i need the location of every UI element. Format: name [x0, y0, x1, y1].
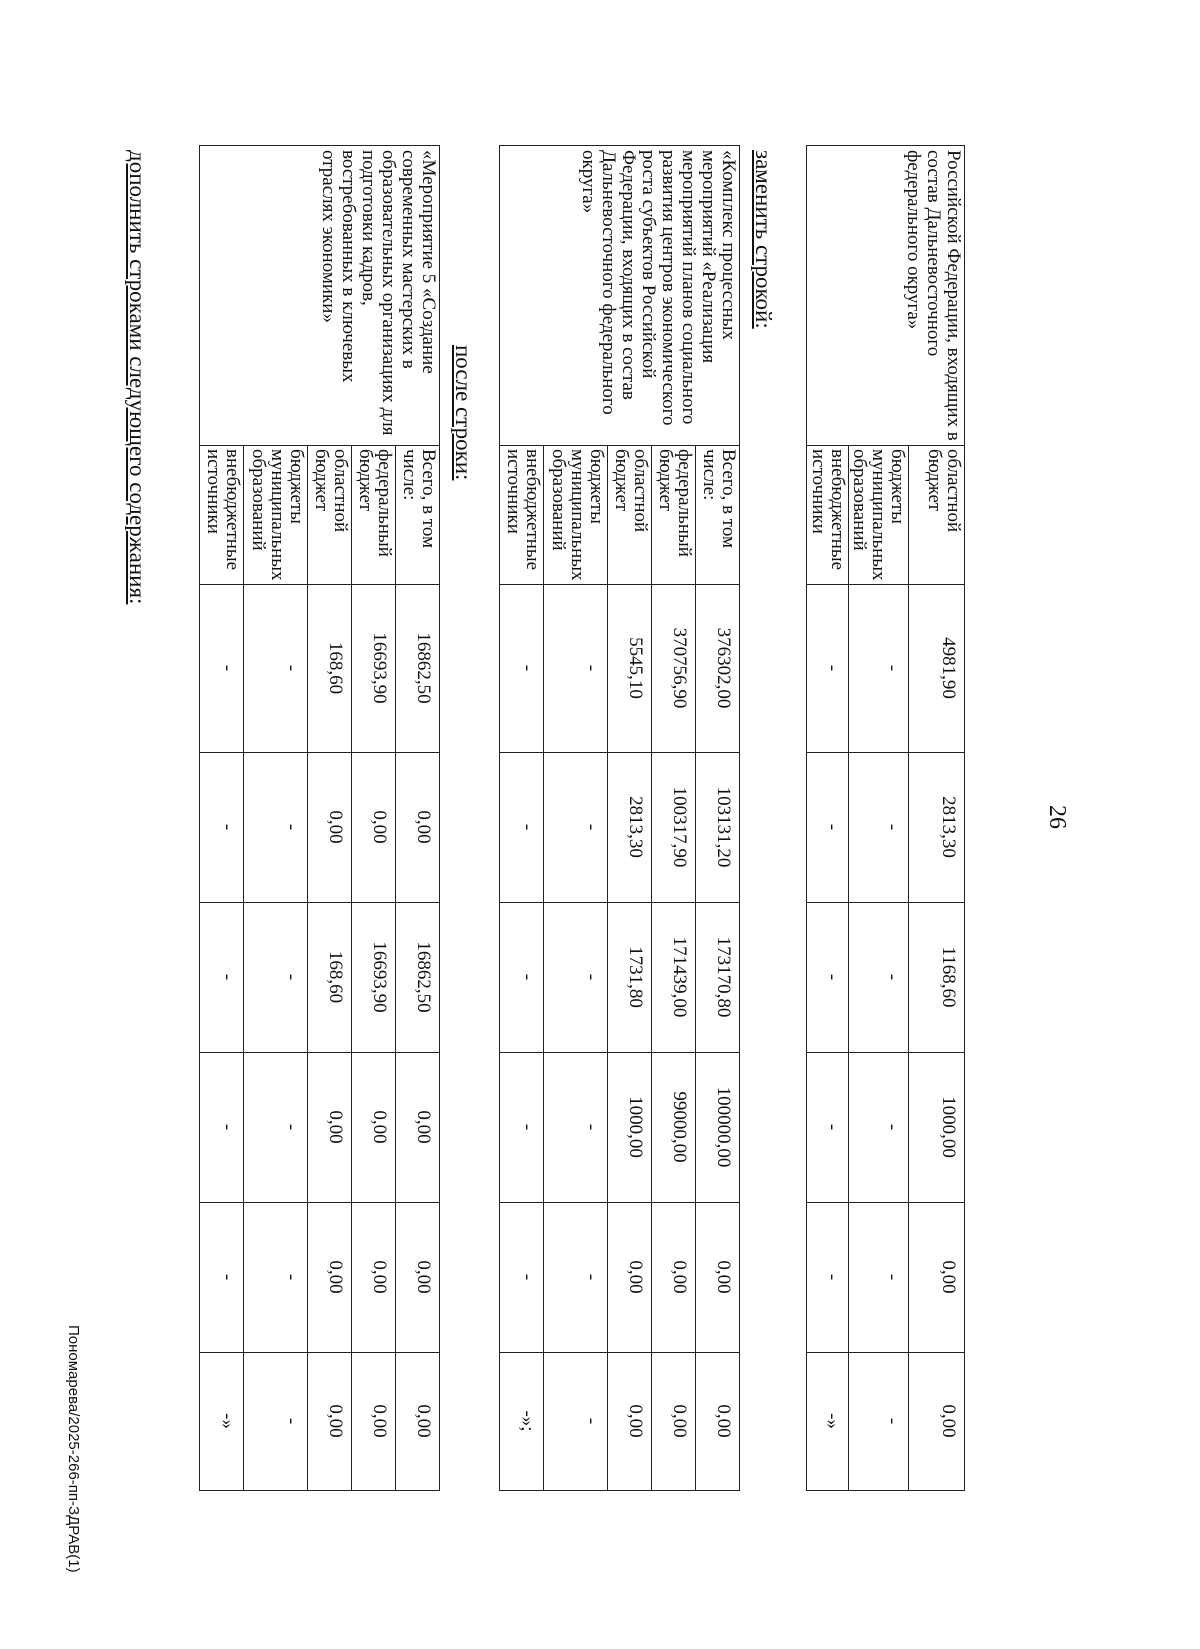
value-cell: -: [807, 752, 849, 902]
value-cell: 0,00: [652, 1202, 696, 1352]
value-cell: -: [544, 1202, 608, 1352]
value-cell: 173170,80: [696, 902, 740, 1052]
value-cell: 1731,80: [608, 902, 652, 1052]
value-cell: 0,00: [308, 1352, 352, 1490]
table-row: [396, 146, 440, 1491]
value-cell: -: [807, 584, 849, 752]
value-cell: 0,00: [396, 752, 440, 902]
value-cell: 103131,20: [696, 752, 740, 902]
source-cell: областной бюджет: [608, 446, 652, 585]
page-number: 26: [1044, 805, 1070, 829]
table-block-1: [806, 145, 965, 1491]
source-cell: внебюджетные источники: [500, 446, 544, 585]
value-cell: -: [500, 1052, 544, 1202]
value-cell: -: [544, 902, 608, 1052]
value-cell: 0,00: [308, 1052, 352, 1202]
value-cell: -: [849, 1052, 909, 1202]
value-cell: 0,00: [352, 1052, 396, 1202]
value-cell: -: [500, 902, 544, 1052]
value-cell: -: [500, 584, 544, 752]
value-cell: -: [200, 584, 244, 752]
value-cell: -: [544, 584, 608, 752]
source-cell: бюджеты муниципальных образований: [849, 446, 909, 585]
value-cell: -: [807, 902, 849, 1052]
value-cell: -: [500, 1202, 544, 1352]
value-cell: -: [849, 752, 909, 902]
value-cell: -: [244, 584, 308, 752]
footer-code: Пономарева/2025-266-пп-ЗДРАВ(1): [65, 1325, 82, 1573]
value-cell: 16693,90: [352, 584, 396, 752]
value-cell: -: [244, 752, 308, 902]
value-cell: -»: [200, 1352, 244, 1490]
source-cell: бюджеты муниципальных образований: [544, 446, 608, 585]
value-cell: 0,00: [652, 1352, 696, 1490]
table-description-cell: «Мероприятие 5 «Создание современных мастерских в образовательных организациях для подготовки кадров, востребованных в ключевых отраслях экономики»: [200, 146, 440, 446]
instruction-replace: заменить строкой:: [751, 150, 776, 329]
source-cell: Всего, в том числе:: [696, 446, 740, 585]
source-cell: внебюджетные источники: [807, 446, 849, 585]
instruction-after: после строки:: [451, 345, 476, 481]
value-cell: 2813,30: [608, 752, 652, 902]
value-cell: 171439,00: [652, 902, 696, 1052]
value-cell: 100000,00: [696, 1052, 740, 1202]
value-cell: 4981,90: [909, 584, 965, 752]
value-cell: 0,00: [352, 1352, 396, 1490]
value-cell: 168,60: [308, 902, 352, 1052]
value-cell: -: [244, 1352, 308, 1490]
value-cell: 370756,90: [652, 584, 696, 752]
value-cell: -: [200, 1202, 244, 1352]
value-cell: -: [849, 902, 909, 1052]
value-cell: 1000,00: [608, 1052, 652, 1202]
value-cell: 1000,00: [909, 1052, 965, 1202]
value-cell: -: [200, 752, 244, 902]
value-cell: -: [807, 1052, 849, 1202]
value-cell: 0,00: [696, 1352, 740, 1490]
value-cell: 0,00: [909, 1352, 965, 1490]
value-cell: 0,00: [308, 1202, 352, 1352]
value-cell: 0,00: [352, 752, 396, 902]
value-cell: 0,00: [909, 1202, 965, 1352]
value-cell: 0,00: [396, 1052, 440, 1202]
value-cell: 99000,00: [652, 1052, 696, 1202]
value-cell: 16862,50: [396, 584, 440, 752]
value-cell: -»: [807, 1352, 849, 1490]
value-cell: 0,00: [608, 1352, 652, 1490]
value-cell: 0,00: [396, 1202, 440, 1352]
value-cell: -»;: [500, 1352, 544, 1490]
value-cell: 0,00: [608, 1202, 652, 1352]
value-cell: 0,00: [396, 1352, 440, 1490]
value-cell: -: [244, 1052, 308, 1202]
value-cell: 1168,60: [909, 902, 965, 1052]
value-cell: -: [807, 1202, 849, 1352]
value-cell: -: [849, 1352, 909, 1490]
table-description-cell: Российской Федерации, входящих в состав Дальневосточного федерального округа»: [807, 146, 965, 446]
value-cell: -: [200, 1052, 244, 1202]
source-cell: внебюджетные источники: [200, 446, 244, 585]
value-cell: 100317,90: [652, 752, 696, 902]
table-row: [696, 146, 740, 1491]
source-cell: бюджеты муниципальных образований: [244, 446, 308, 585]
value-cell: 16862,50: [396, 902, 440, 1052]
source-cell: Всего, в том числе:: [396, 446, 440, 585]
value-cell: 0,00: [308, 752, 352, 902]
value-cell: -: [544, 1052, 608, 1202]
table-block-2: [499, 145, 740, 1491]
value-cell: 5545,10: [608, 584, 652, 752]
value-cell: 0,00: [696, 1202, 740, 1352]
value-cell: -: [244, 1202, 308, 1352]
value-cell: -: [500, 752, 544, 902]
value-cell: -: [849, 584, 909, 752]
value-cell: 168,60: [308, 584, 352, 752]
table-description-cell: «Комплекс процессных мероприятий «Реализация мероприятий планов социального развития центров экономического роста субъектов Российской Федерации, входящих в состав Дальневосточного федерального округа»: [500, 146, 740, 446]
value-cell: 376302,00: [696, 584, 740, 752]
value-cell: 0,00: [352, 1202, 396, 1352]
instruction-append: дополнить строками следующего содержания:: [125, 150, 150, 605]
value-cell: -: [200, 902, 244, 1052]
value-cell: -: [244, 902, 308, 1052]
source-cell: областной бюджет: [308, 446, 352, 585]
source-cell: федеральный бюджет: [652, 446, 696, 585]
table-row: [909, 146, 965, 1491]
value-cell: -: [849, 1202, 909, 1352]
source-cell: областной бюджет: [909, 446, 965, 585]
source-cell: федеральный бюджет: [352, 446, 396, 585]
value-cell: -: [544, 1352, 608, 1490]
value-cell: 2813,30: [909, 752, 965, 902]
value-cell: -: [544, 752, 608, 902]
table-block-3: [199, 145, 440, 1491]
value-cell: 16693,90: [352, 902, 396, 1052]
